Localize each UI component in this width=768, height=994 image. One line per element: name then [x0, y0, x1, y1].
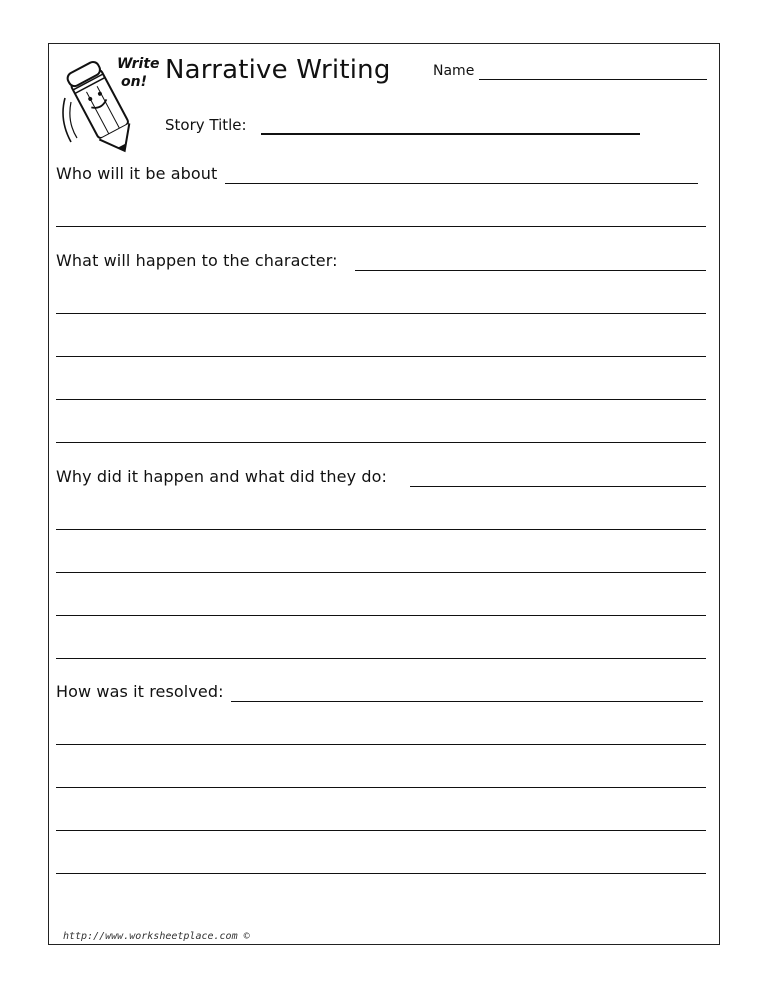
writing-line[interactable]: [56, 873, 706, 874]
name-write-line[interactable]: [479, 79, 707, 80]
writing-line[interactable]: [56, 226, 706, 227]
writing-line[interactable]: [56, 787, 706, 788]
why-inline-line[interactable]: [410, 486, 706, 487]
logo-word-on: on!: [121, 74, 147, 90]
page-title: Narrative Writing: [165, 55, 391, 85]
prompt-why: Why did it happen and what did they do:: [56, 467, 387, 486]
writing-line[interactable]: [56, 744, 706, 745]
writing-line[interactable]: [56, 658, 706, 659]
writing-line[interactable]: [56, 529, 706, 530]
logo-word-write: Write: [117, 56, 160, 72]
how-inline-line[interactable]: [231, 701, 703, 702]
writing-line[interactable]: [56, 572, 706, 573]
what-inline-line[interactable]: [355, 270, 706, 271]
worksheet-page: [48, 43, 720, 945]
write-on-logo: [55, 50, 159, 158]
who-inline-line[interactable]: [225, 183, 698, 184]
writing-line[interactable]: [56, 830, 706, 831]
prompt-who: Who will it be about: [56, 164, 218, 183]
writing-line[interactable]: [56, 313, 706, 314]
writing-line[interactable]: [56, 399, 706, 400]
writing-line[interactable]: [56, 356, 706, 357]
prompt-how: How was it resolved:: [56, 682, 224, 701]
footer-url: http://www.worksheetplace.com ©: [63, 931, 250, 942]
prompt-what: What will happen to the character:: [56, 251, 338, 270]
story-title-label: Story Title:: [165, 116, 247, 134]
name-label: Name: [433, 63, 475, 79]
writing-line[interactable]: [56, 615, 706, 616]
story-title-write-line[interactable]: [261, 133, 640, 135]
writing-line[interactable]: [56, 442, 706, 443]
